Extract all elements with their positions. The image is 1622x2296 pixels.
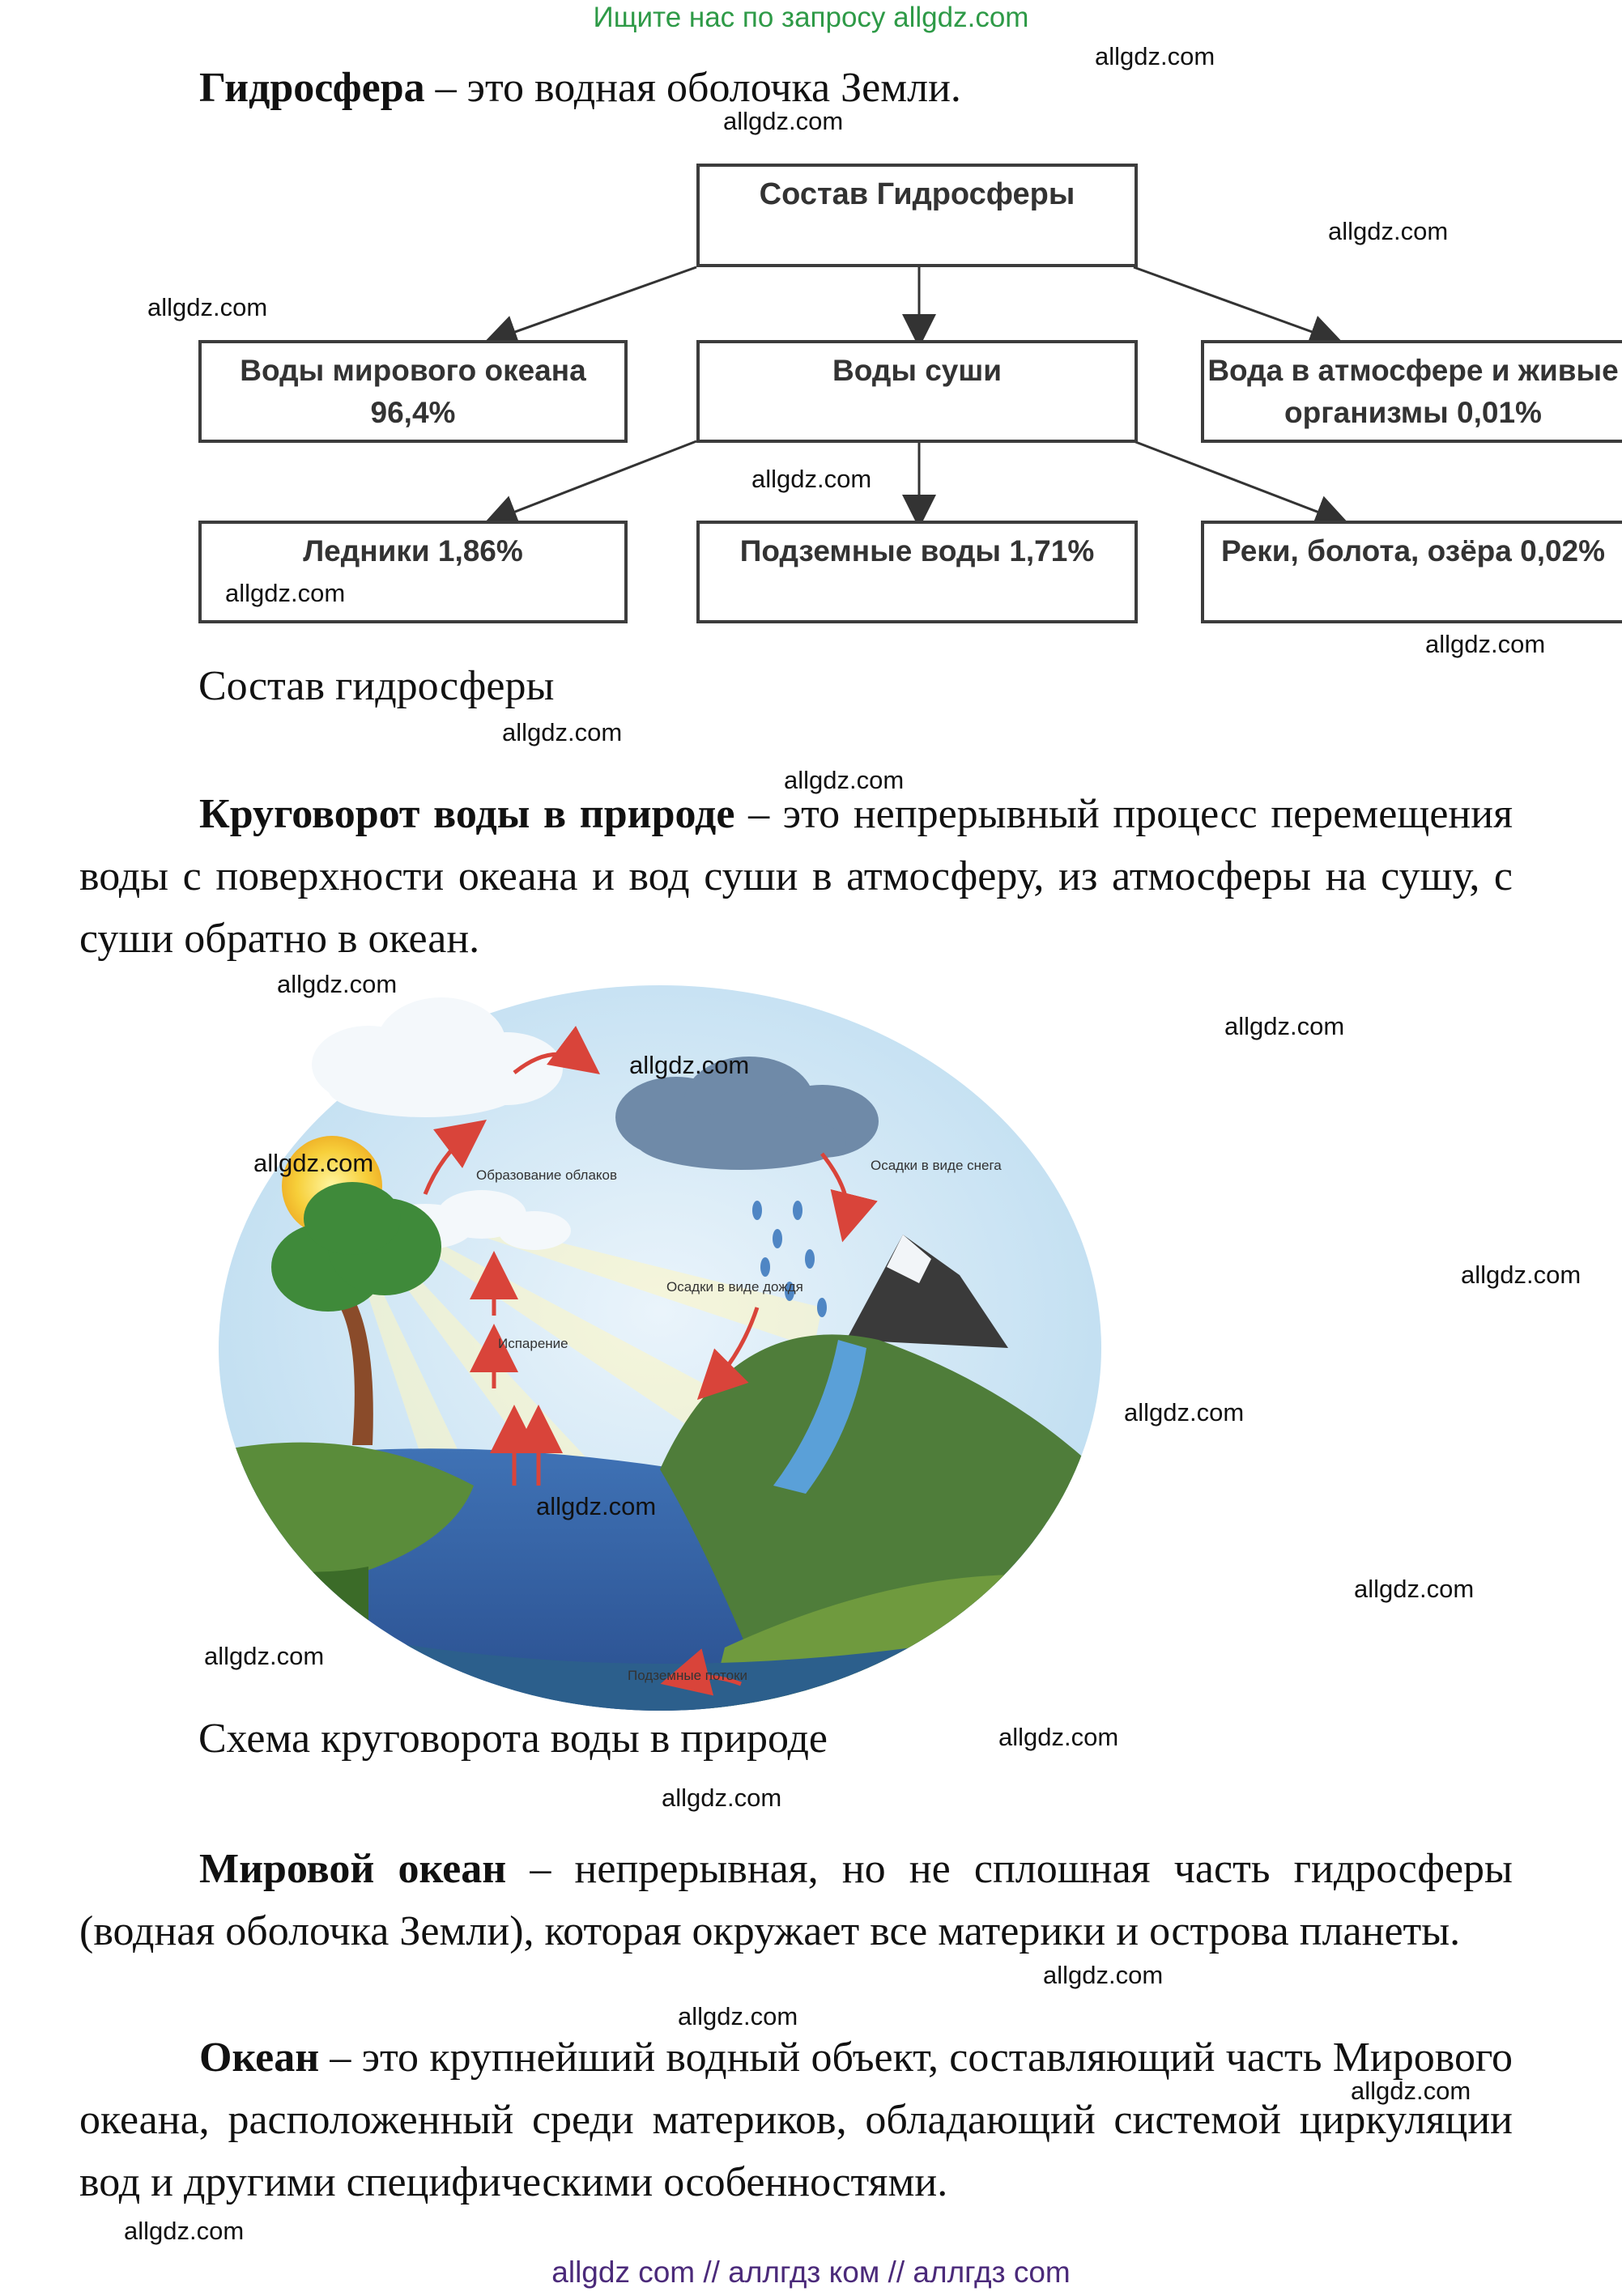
- watermark: allgdz.com: [1461, 1261, 1582, 1289]
- watermark: allgdz.com: [502, 718, 623, 746]
- diagram-root: Состав Гидросферы: [696, 164, 1138, 267]
- watermark: allgdz.com: [1351, 2077, 1471, 2105]
- term-world-ocean: Мировой океан: [199, 1846, 507, 1892]
- watermark: allgdz.com: [1425, 630, 1546, 658]
- watermark: allgdz.com: [629, 1051, 750, 1079]
- water-cycle-definition: [79, 783, 1513, 970]
- term-water-cycle: Круговорот воды в природе: [199, 791, 735, 837]
- watermark: allgdz.com: [784, 766, 905, 794]
- watermark: allgdz.com: [204, 1642, 325, 1670]
- label-rain: Осадки в виде дождя: [666, 1279, 803, 1295]
- watermark: allgdz.com: [678, 2002, 798, 2030]
- watermark: allgdz.com: [536, 1492, 657, 1520]
- definition-water-cycle: – это непрерывный процесс перемещения воды с поверхности океана и вод суши в атмосферу, из атмосферы на сушу, с суши обратно в океан.: [79, 791, 1513, 962]
- watermark: allgdz.com: [147, 293, 268, 321]
- watermark: allgdz.com: [253, 1149, 374, 1177]
- diagram-atmosphere-waters: Вода в атмосфере и живые организмы 0,01%: [1201, 340, 1622, 443]
- hydrosphere-diagram: [0, 0, 1622, 648]
- definition-ocean: – это крупнейший водный объект, составляющий часть Мирового океана, расположенный среди материков, обладающий системой циркуляции вод и другими специфическими особенностями.: [79, 2035, 1513, 2205]
- watermark: allgdz.com: [1224, 1012, 1345, 1040]
- search-hint: Ищите нас по запросу allgdz.com: [593, 2, 1029, 33]
- footer: allgdz com // аллгдз ком // аллгдз com: [551, 2256, 1071, 2289]
- label-ground-flow: Подземные потоки: [628, 1668, 748, 1683]
- watermark: allgdz.com: [1043, 1961, 1164, 1989]
- label-clouds: Образование облаков: [476, 1167, 618, 1183]
- diagram-land-waters: Воды суши: [696, 340, 1138, 443]
- watermark: allgdz.com: [225, 579, 346, 607]
- label-snow: Осадки в виде снега: [871, 1158, 1002, 1173]
- watermark: allgdz.com: [662, 1784, 782, 1812]
- watermark: allgdz.com: [1124, 1398, 1245, 1426]
- diagram-glaciers: Ледники 1,86%: [198, 521, 628, 623]
- cycle-caption: Схема круговорота воды в природе: [198, 1716, 828, 1762]
- diagram-rivers-lakes: Реки, болота, озёра 0,02%: [1201, 521, 1622, 623]
- label-evaporation: Испарение: [498, 1336, 568, 1351]
- term-ocean: Океан: [199, 2035, 320, 2081]
- watermark: allgdz.com: [751, 465, 872, 493]
- watermark: allgdz.com: [998, 1723, 1119, 1751]
- diagram-ocean-waters: Воды мирового океана 96,4%: [198, 340, 628, 443]
- term-hydrosphere: Гидросфера: [199, 65, 425, 111]
- ocean-definition: [79, 2026, 1513, 2213]
- watermark: allgdz.com: [1328, 217, 1449, 245]
- diagram-caption: Состав гидросферы: [198, 663, 555, 709]
- world-ocean-definition: [79, 1838, 1513, 1962]
- definition-hydrosphere: – это водная оболочка Земли.: [424, 65, 961, 111]
- watermark: allgdz.com: [723, 107, 844, 135]
- diagram-groundwater: Подземные воды 1,71%: [696, 521, 1138, 623]
- watermark: allgdz.com: [277, 970, 398, 998]
- definition-world-ocean: – непрерывная, но не сплошная часть гидросферы (водная оболочка Земли), которая окружает все материки и острова планеты.: [79, 1846, 1513, 1954]
- watermark: allgdz.com: [1095, 42, 1215, 70]
- watermark: allgdz.com: [1354, 1575, 1475, 1603]
- watermark: allgdz.com: [124, 2217, 245, 2245]
